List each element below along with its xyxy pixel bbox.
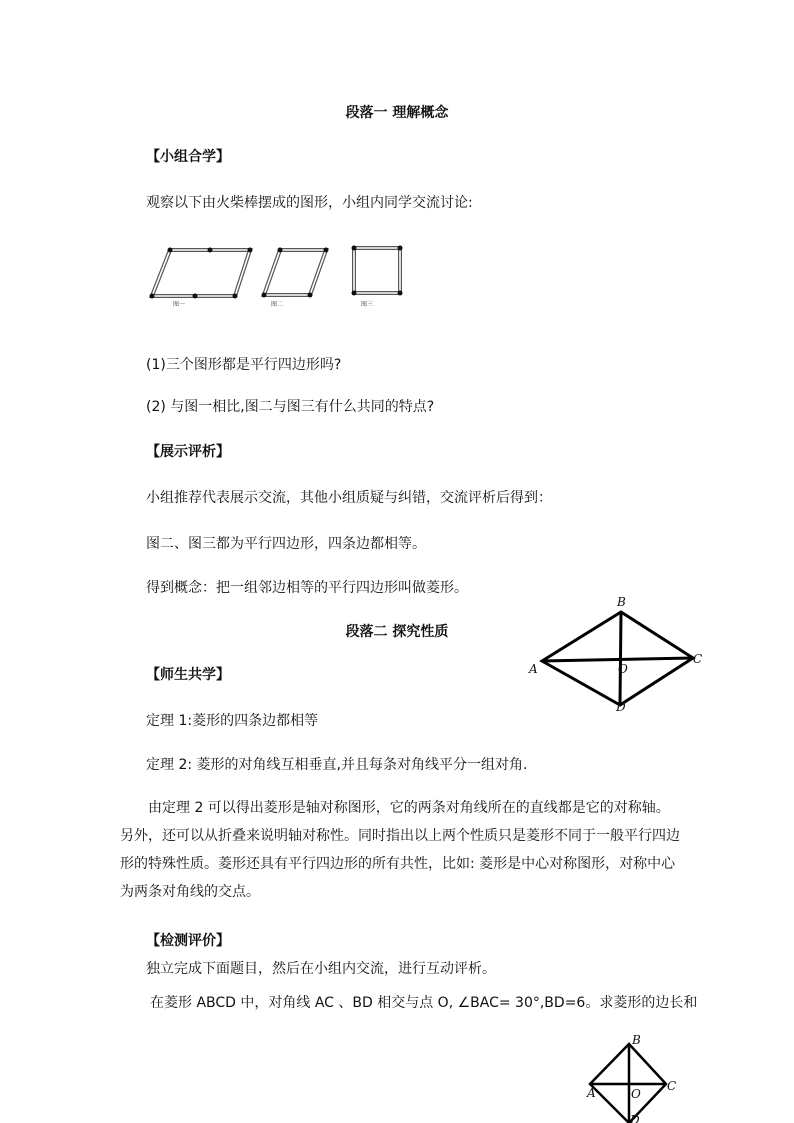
rhombus2-label-b: B (632, 1033, 641, 1047)
problem-text: 在菱形 ABCD 中，对角线 AC 、BD 相交与点 O, ∠BAC= 30°,BD=6。求菱形的边长和 (150, 995, 698, 1011)
caption-fig3: 图三 (361, 301, 374, 308)
rhombus2-label-a: A (587, 1086, 596, 1100)
rhombus1-label-o: O (618, 662, 628, 676)
test-review-heading: 【检测评价】 (146, 933, 230, 949)
test-review-text: 独立完成下面题目，然后在小组内交流，进行互动评析。 (146, 961, 496, 977)
rhombus2-label-o: O (631, 1087, 641, 1101)
show-review-text: 小组推荐代表展示交流，其他小组质疑与纠错，交流评析后得到： (146, 490, 552, 506)
matchstick-figures (140, 240, 420, 320)
caption-fig2: 图二 (271, 301, 284, 308)
rhombus2-label-c: C (667, 1079, 677, 1093)
show-review-heading: 【展示评析】 (146, 444, 230, 460)
caption-fig1: 图一 (173, 301, 186, 308)
group-study-heading: 【小组合学】 (146, 149, 230, 165)
question-2: (2) 与图一相比,图二与图三有什么共同的特点? (146, 399, 435, 415)
section2-title: 段落二 探究性质 (345, 624, 449, 640)
rhombus-diagram-small (584, 1032, 684, 1123)
rhombus1-label-c: C (693, 652, 703, 666)
question-1: (1)三个图形都是平行四边形吗? (146, 357, 342, 373)
section1-title: 段落一 理解概念 (345, 105, 449, 121)
rhombus1-label-b: B (617, 595, 626, 609)
result-text: 图二、图三都为平行四边形，四条边都相等。 (146, 536, 426, 552)
theorem-explanation: 由定理 2 可以得出菱形是轴对称图形，它的两条对角线所在的直线都是它的对称轴。另外，还可以从折叠来说明轴对称性。同时指出以上两个性质只是菱形不同于一般平行四边形的特殊性质。菱形还具有平行四边形的所有共性，比如: 菱形是中心对称图形，对称中心为两条对角线的交点。 (120, 800, 680, 900)
theorem-2: 定理 2: 菱形的对角线互相垂直,并且每条对角线平分一组对角. (146, 757, 528, 773)
rhombus1-label-a: A (529, 662, 538, 676)
teacher-student-heading: 【师生共学】 (146, 667, 230, 683)
theorem-1: 定理 1:菱形的四条边都相等 (146, 713, 319, 729)
intro-text: 观察以下由火柴棒摆成的图形，小组内同学交流讨论: (146, 195, 473, 211)
concept-text: 得到概念：把一组邻边相等的平行四边形叫做菱形。 (146, 580, 468, 596)
rhombus1-label-d: D (616, 700, 626, 714)
rhombus2-label-d: D (630, 1113, 640, 1123)
rhombus-diagram (525, 595, 715, 715)
